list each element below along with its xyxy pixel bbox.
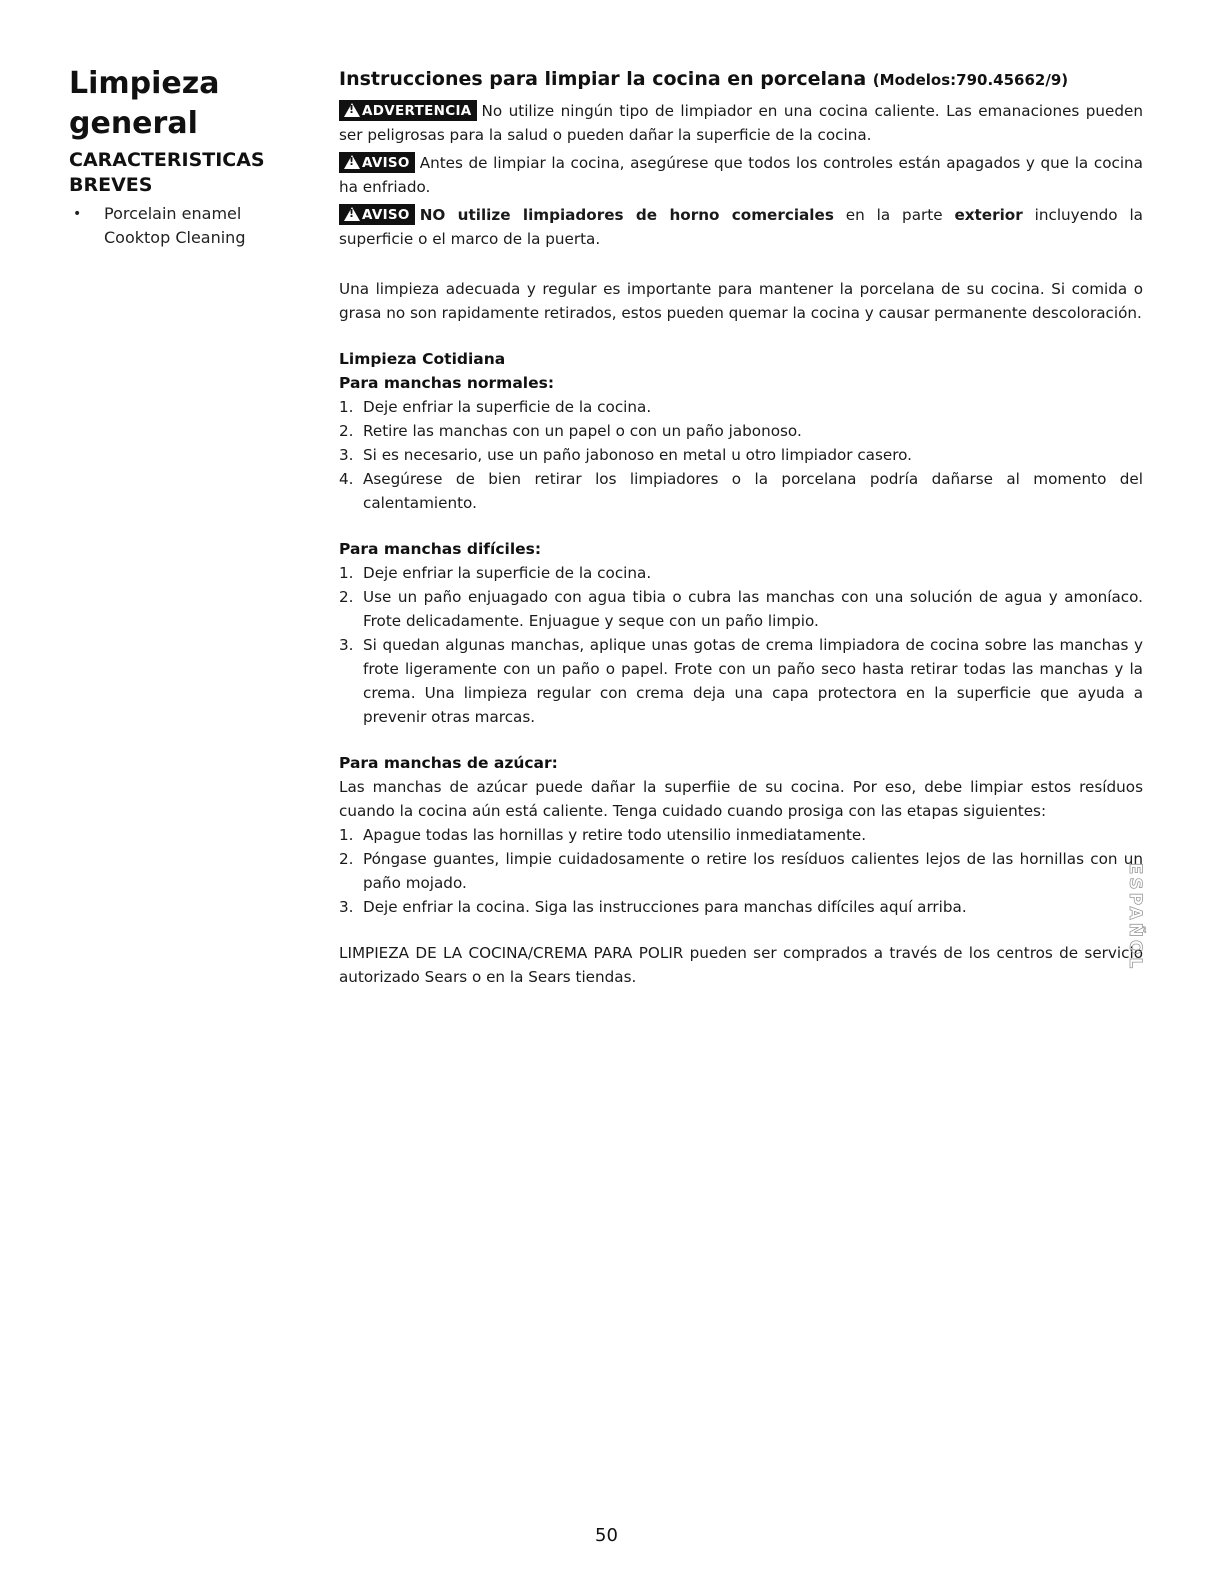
step-text: Si es necesario, use un paño jabonoso en metal u otro limpiador casero. xyxy=(363,446,913,464)
step-number: 3. xyxy=(339,898,354,916)
purchase-note: LIMPIEZA DE LA COCINA/CREMA PARA POLIR pueden ser comprados a través de los centros de servicio autorizado Sears o en la Sears tiendas. xyxy=(339,944,1143,986)
warning-paragraph xyxy=(339,99,1143,147)
caution-text: en la parte xyxy=(833,206,955,224)
step-number: 3. xyxy=(339,636,354,654)
caution-paragraph xyxy=(339,151,1143,199)
step-text: Asegúrese de bien retirar los limpiadores o la porcelana podría dañarse al momento del calentamiento. xyxy=(363,470,1143,512)
sugar-stains-heading: Para manchas de azúcar: xyxy=(339,754,558,772)
feature-line: • Porcelain enamel xyxy=(104,204,242,223)
step-text: Deje enfriar la superficie de la cocina. xyxy=(363,398,652,416)
step-number: 3. xyxy=(339,446,354,464)
step-item xyxy=(339,419,1143,443)
caution-text: Antes de limpiar la cocina, asegúrese que todos los controles están apagados y que la cocina ha enfriado. xyxy=(339,154,1143,196)
step-text: Deje enfriar la superficie de la cocina. xyxy=(363,564,652,582)
daily-cleaning-heading: Limpieza Cotidiana xyxy=(339,350,506,368)
caution-bold-text: NO utilize limpiadores de horno comerciales xyxy=(419,206,834,224)
step-item xyxy=(339,847,1143,895)
section-title-line1: Limpieza xyxy=(69,66,220,101)
language-tab xyxy=(1124,862,1146,972)
step-text: Use un paño enjuagado con agua tibia o cubra las manchas con una solución de agua y amoníaco. Frote delicadamente. Enjuague y seque con un paño limpio. xyxy=(363,588,1143,630)
features-list-item xyxy=(69,202,309,250)
section-subtitle-line1: CARACTERISTICAS xyxy=(69,149,265,171)
step-item xyxy=(339,467,1143,515)
difficult-stains-steps xyxy=(339,561,1143,729)
sidebar xyxy=(69,64,309,250)
section-subtitle xyxy=(69,148,309,198)
step-item xyxy=(339,561,1143,585)
main-content xyxy=(339,66,1143,989)
warning-text: No utilize ningún tipo de limpiador en una cocina caliente. Las emanaciones pueden ser peligrosas para la salud o pueden dañar la superficie de la cocina. xyxy=(339,102,1143,144)
caution-badge-label: AVISO xyxy=(362,155,410,171)
normal-stains-heading: Para manchas normales: xyxy=(339,374,555,392)
step-number: 1. xyxy=(339,826,354,844)
step-number: 2. xyxy=(339,588,354,606)
step-item xyxy=(339,395,1143,419)
caution-badge-label: AVISO xyxy=(362,207,410,223)
section-subtitle-line2: BREVES xyxy=(69,174,153,196)
caution-triangle-icon xyxy=(344,207,360,221)
step-number: 1. xyxy=(339,398,354,416)
warning-badge-label: ADVERTENCIA xyxy=(362,103,472,119)
caution-text: incluyendo la superficie o el marco de la puerta. xyxy=(339,206,1143,248)
caution-badge xyxy=(339,204,415,225)
step-number: 1. xyxy=(339,564,354,582)
sugar-stains-intro: Las manchas de azúcar puede dañar la superfiie de su cocina. Por eso, debe limpiar estos resíduos cuando la cocina aún está caliente. Tenga cuidado cuando prosiga con las etapas siguientes: xyxy=(339,778,1143,820)
step-text: Si quedan algunas manchas, aplique unas gotas de crema limpiadora de cocina sobre las manchas y frote ligeramente con un paño o papel. Frote con un paño seco hasta retirar todas las manchas y la crema. Una limpieza regular con crema deja una capa protectora en la superficie que ayuda a prevenir otras marcas. xyxy=(363,636,1143,726)
difficult-stains-heading: Para manchas difíciles: xyxy=(339,540,542,558)
caution-triangle-icon xyxy=(344,155,360,169)
warning-badge xyxy=(339,100,477,121)
warning-triangle-icon xyxy=(344,103,360,117)
main-heading-text: Instrucciones para limpiar la cocina en porcelana xyxy=(339,68,873,90)
step-item xyxy=(339,895,1143,919)
step-text: Retire las manchas con un papel o con un paño jabonoso. xyxy=(363,422,802,440)
caution-bold-text: exterior xyxy=(954,206,1023,224)
step-number: 2. xyxy=(339,422,354,440)
section-title xyxy=(69,64,309,144)
feature-line: Cooktop Cleaning xyxy=(104,228,246,247)
features-list xyxy=(69,202,309,250)
sugar-stains-steps xyxy=(339,823,1143,919)
caution-badge xyxy=(339,152,415,173)
intro-paragraph: Una limpieza adecuada y regular es importante para mantener la porcelana de su cocina. Si comida o grasa no son rapidamente retirados, estos pueden quemar la cocina y causar permanente descoloración. xyxy=(339,280,1143,322)
step-item xyxy=(339,585,1143,633)
step-number: 2. xyxy=(339,850,354,868)
page-number: 50 xyxy=(595,1525,618,1546)
section-title-line2: general xyxy=(69,106,198,141)
step-text: Apague todas las hornillas y retire todo utensilio inmediatamente. xyxy=(363,826,867,844)
step-item xyxy=(339,823,1143,847)
step-item xyxy=(339,633,1143,729)
caution-paragraph xyxy=(339,203,1143,251)
step-number: 4. xyxy=(339,470,354,488)
normal-stains-steps xyxy=(339,395,1143,515)
language-tab-label: ESPAÑOL xyxy=(1125,862,1145,972)
step-text: Deje enfriar la cocina. Siga las instrucciones para manchas difíciles aquí arriba. xyxy=(363,898,967,916)
main-heading xyxy=(339,66,1143,93)
model-number: (Modelos:790.45662/9) xyxy=(872,71,1069,89)
step-item xyxy=(339,443,1143,467)
step-text: Póngase guantes, limpie cuidadosamente o retire los resíduos calientes lejos de las hornillas con un paño mojado. xyxy=(363,850,1143,892)
